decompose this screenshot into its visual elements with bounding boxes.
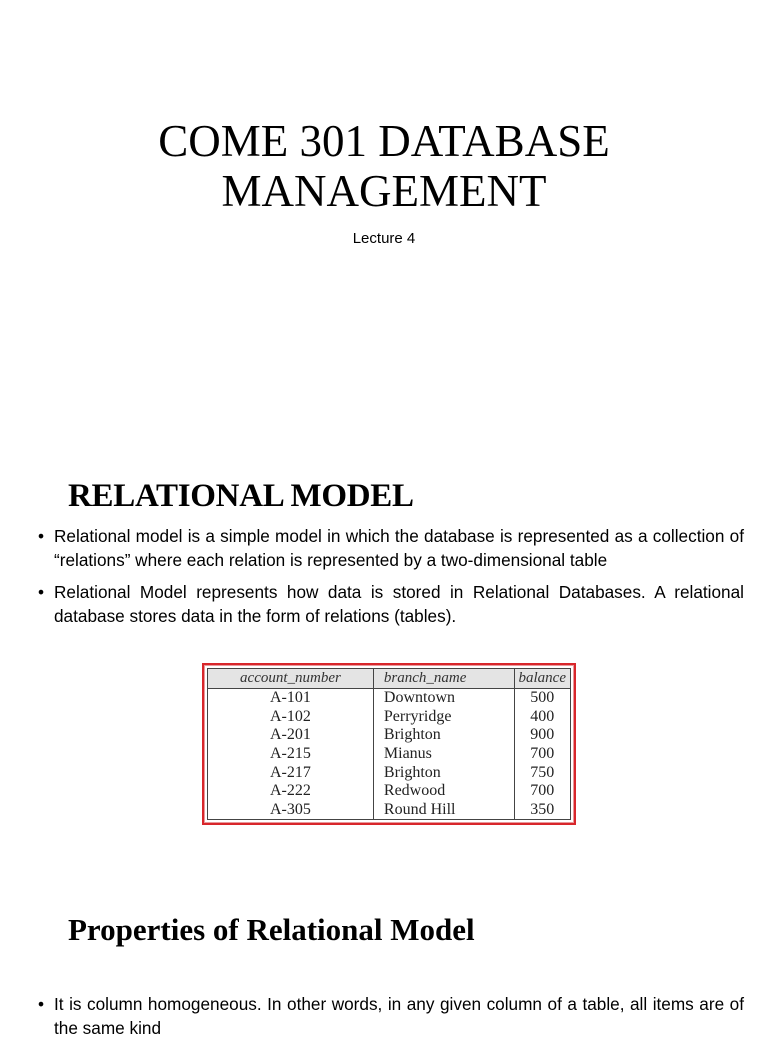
- slide-title: COME 301 DATABASE MANAGEMENT: [158, 116, 610, 216]
- table-row: [208, 726, 570, 745]
- bullet-item: • Relational Model represents how data is stored in Relational Databases. A relational database stores data in the form of relations (tables).: [38, 580, 744, 628]
- table-cell: Downtown: [373, 689, 514, 708]
- table-cell: 900: [530, 726, 555, 744]
- table-cell: Perryridge: [373, 708, 514, 727]
- table-row: [208, 708, 570, 727]
- table-cell: 700: [530, 744, 555, 762]
- table-cell: Round Hill: [373, 800, 514, 819]
- table-cell: 400: [530, 707, 555, 725]
- bullet-item: • Relational model is a simple model in which the database is represented as a collection of “relations” where each relation is represented by a two-dimensional table: [38, 524, 744, 572]
- table-cell: A-222: [208, 782, 373, 801]
- table-cell: A-217: [208, 763, 373, 782]
- properties-bullets: [38, 992, 744, 1048]
- table-cell: Brighton: [373, 726, 514, 745]
- table-row: [208, 689, 570, 708]
- relational-model-heading: RELATIONAL MODEL: [68, 478, 414, 514]
- account-table: [208, 669, 570, 819]
- table-cell: Brighton: [373, 763, 514, 782]
- table-cell: 700: [530, 782, 555, 800]
- table-row: [208, 800, 570, 819]
- relational-model-bullets: [38, 524, 744, 636]
- table-cell: A-215: [208, 745, 373, 764]
- account-table-figure: [202, 663, 576, 825]
- bullet-item: • It is column homogeneous. In other words, in any given column of a table, all items are of the same kind: [38, 992, 744, 1040]
- table-cell: 500: [530, 689, 555, 707]
- slide-subtitle: Lecture 4: [352, 230, 416, 247]
- table-cell: Mianus: [373, 745, 514, 764]
- table-header-row: [208, 669, 570, 689]
- table-cell: 350: [530, 800, 555, 818]
- table-cell: Redwood: [373, 782, 514, 801]
- table-row: [208, 745, 570, 764]
- table-cell: A-102: [208, 708, 373, 727]
- table-cell: A-201: [208, 726, 373, 745]
- column-header-account-number: account_number: [208, 669, 373, 689]
- table-row: [208, 782, 570, 801]
- column-header-branch-name: branch_name: [373, 669, 514, 689]
- table-row: [208, 763, 570, 782]
- table-cell: A-305: [208, 800, 373, 819]
- properties-heading: Properties of Relational Model: [68, 912, 475, 947]
- column-header-balance: balance: [514, 669, 570, 689]
- table-cell: A-101: [208, 689, 373, 708]
- table-cell: 750: [530, 763, 555, 781]
